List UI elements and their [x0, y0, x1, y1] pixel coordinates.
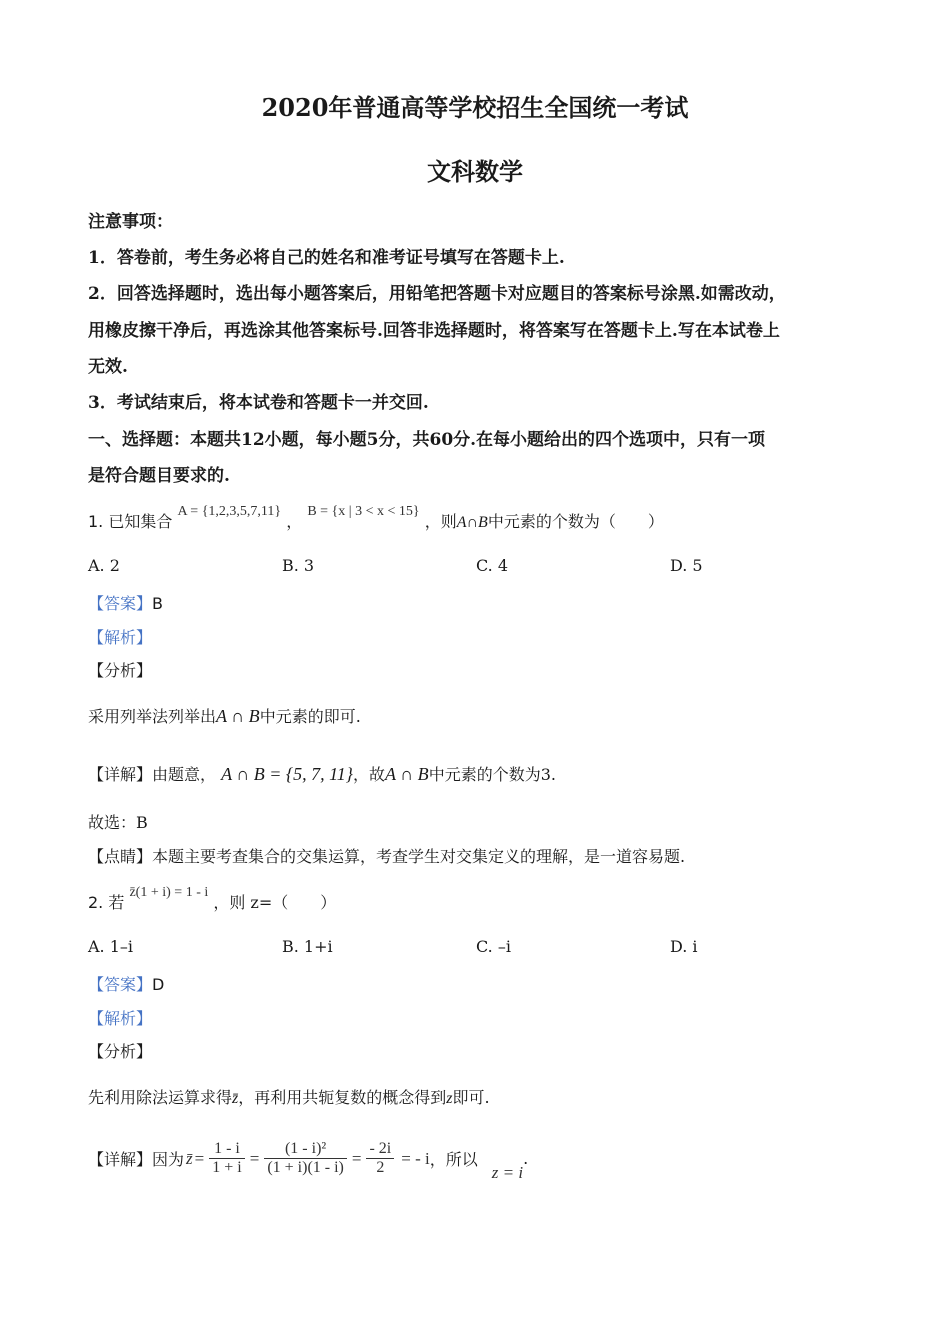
notice-item-3: 3．考试结束后，将本试卷和答题卡一并交回.: [88, 393, 429, 413]
question-2: [88, 885, 337, 913]
z-bar: z̄: [232, 1090, 239, 1107]
fraction-denominator: 2: [376, 1159, 385, 1176]
section-heading-line-2: 是符合题目要求的.: [88, 466, 230, 486]
question-text: 若: [108, 893, 125, 912]
fraction-1: [209, 1140, 244, 1177]
text: 采用列举法列举出: [88, 707, 217, 726]
z-symbol: z: [446, 1090, 453, 1107]
option-a[interactable]: A. 2: [88, 556, 120, 575]
equals-sign: =: [194, 1148, 205, 1168]
exam-title: 2020年普通高等学校招生全国统一考试: [261, 93, 689, 122]
question-number: 1.: [88, 512, 104, 531]
fraction-denominator: (1 + i)(1 - i): [267, 1159, 344, 1176]
fraction-numerator: 1 - i: [209, 1140, 244, 1159]
text: 中元素的个数为3.: [428, 765, 556, 784]
question-text: ，则 z=（ ）: [213, 893, 337, 912]
punctuation: .: [523, 1149, 529, 1168]
equals-sign: =: [249, 1148, 260, 1168]
notice-item-2-line-1: 2．回答选择题时，选出每小题答案后，用铅笔把答题卡对应题目的答案标号涂黑.如需改动，: [88, 284, 786, 304]
text: ，故: [353, 765, 386, 784]
fenxi-tag: 【分析】: [88, 661, 153, 680]
option-b[interactable]: B. 3: [282, 556, 315, 575]
text: 即可.: [452, 1088, 490, 1107]
notice-item-2-line-3: 无效.: [88, 357, 128, 377]
comment-tag: 【点睛】: [88, 847, 153, 866]
notice-item-1: 1．答卷前，考生务必将自己的姓名和准考证号填写在答题卡上.: [88, 248, 565, 268]
fraction-3: [366, 1140, 394, 1177]
comment-line: [88, 844, 685, 867]
answer-line: [88, 591, 163, 614]
detail-line: [88, 1140, 529, 1182]
text: ，再利用共轭复数的概念得到: [238, 1088, 447, 1107]
detail-tag: 【详解】: [88, 1150, 153, 1169]
answer-value: B: [152, 594, 163, 613]
fenxi-text: [88, 1085, 490, 1108]
set-b-formula: B = {x | 3 < x < 15}: [307, 504, 420, 519]
question-number: 2.: [88, 893, 104, 912]
fenxi-tag: 【分析】: [88, 1042, 153, 1061]
answer-value: D: [152, 975, 165, 994]
comment-text: 本题主要考查集合的交集运算，考查学生对交集定义的理解，是一道容易题.: [152, 847, 686, 866]
fraction-2: [264, 1140, 347, 1177]
set-a-formula: A = {1,2,3,5,7,11}: [177, 504, 282, 519]
option-d[interactable]: D. i: [670, 937, 698, 956]
question-1: [88, 504, 664, 532]
intersection-expr: A ∩ B: [385, 764, 429, 784]
option-b[interactable]: B. 1+i: [282, 937, 333, 956]
intersection-result: A ∩ B = {5, 7, 11}: [221, 764, 353, 784]
detail-text: [88, 762, 556, 785]
analysis-tag: 【解析】: [88, 628, 153, 647]
choose-line: 故选：B: [88, 813, 148, 832]
text: 因为: [152, 1150, 185, 1169]
equals-sign: =: [351, 1148, 362, 1168]
text: 先利用除法运算求得: [88, 1088, 233, 1107]
section-heading-line-1: 一、选择题：本题共12小题，每小题5分，共60分.在每小题给出的四个选项中，只有一项: [88, 430, 766, 450]
fraction-numerator: (1 - i)²: [264, 1140, 347, 1159]
text: 由题意，: [152, 765, 217, 784]
option-c[interactable]: C. –i: [476, 937, 511, 956]
option-c[interactable]: C. 4: [476, 556, 509, 575]
punctuation: ，: [286, 512, 303, 531]
answer-line: [88, 972, 164, 995]
option-a[interactable]: A. 1–i: [88, 937, 134, 956]
option-d[interactable]: D. 5: [670, 556, 703, 575]
exam-subtitle: 文科数学: [427, 157, 523, 186]
question-text: ，则: [424, 512, 457, 531]
question-text: 中元素的个数为（ ）: [487, 512, 664, 531]
z-bar: z̄: [186, 1148, 193, 1168]
result-value: = - i: [401, 1148, 430, 1168]
answer-tag: 【答案】: [88, 975, 153, 994]
detail-tag: 【详解】: [88, 765, 153, 784]
intersection-expr: A∩B: [456, 514, 488, 531]
fenxi-text: [88, 704, 361, 727]
condition-formula: z̄(1 + i) = 1 - i: [129, 885, 209, 900]
fraction-denominator: 1 + i: [212, 1159, 242, 1176]
notice-item-2-line-2: 用橡皮擦干净后，再选涂其他答案标号.回答非选择题时，将答案写在答题卡上.写在本试卷上: [88, 321, 780, 341]
analysis-tag: 【解析】: [88, 1009, 153, 1028]
answer-tag: 【答案】: [88, 594, 153, 613]
fraction-numerator: - 2i: [366, 1140, 394, 1159]
intersection-expr: A ∩ B: [216, 706, 260, 726]
question-text: 已知集合: [108, 512, 173, 531]
text: ，所以: [429, 1150, 478, 1169]
final-result: z = i: [491, 1162, 524, 1182]
text: 中元素的即可.: [259, 707, 361, 726]
notice-heading: 注意事项：: [88, 212, 173, 232]
